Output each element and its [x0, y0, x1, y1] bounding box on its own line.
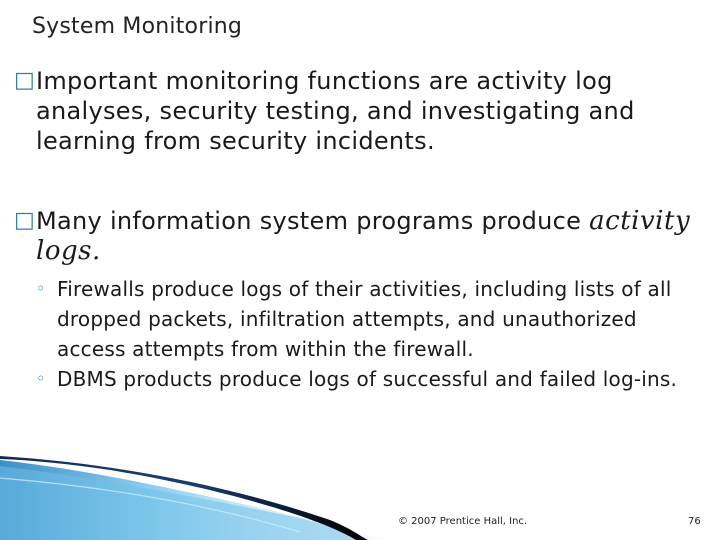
slide-number: 76 [688, 516, 701, 527]
bullet-monitoring-functions [14, 66, 704, 156]
sub-bullet-text: DBMS products produce logs of successful and failed log-ins. [57, 367, 678, 391]
bullet-text: Important monitoring functions are activity log analyses, security testing, and investigating and learning from security incidents. [36, 67, 635, 155]
bullet-emphasis: activity logs. [36, 206, 691, 266]
slide-title: System Monitoring [32, 14, 243, 39]
footer-copyright: © 2007 Prentice Hall, Inc. [398, 516, 528, 527]
square-bullet-icon: □ [14, 208, 36, 233]
square-bullet-icon: □ [14, 68, 36, 93]
bullet-text: Many information system programs produce [36, 207, 590, 235]
bullet-body [14, 206, 704, 266]
circle-bullet-icon: ◦ [36, 369, 46, 388]
sub-bullet-dbms [36, 364, 704, 394]
sub-bullet-text: Firewalls produce logs of their activities, including lists of all dropped packets, infiltration attempts, and unauthorized access attempts from within the firewall. [57, 277, 672, 361]
sub-bullet-firewalls [36, 274, 704, 364]
decorative-wave [0, 448, 720, 540]
bullet-activity-logs [14, 206, 704, 266]
circle-bullet-icon: ◦ [36, 279, 46, 298]
